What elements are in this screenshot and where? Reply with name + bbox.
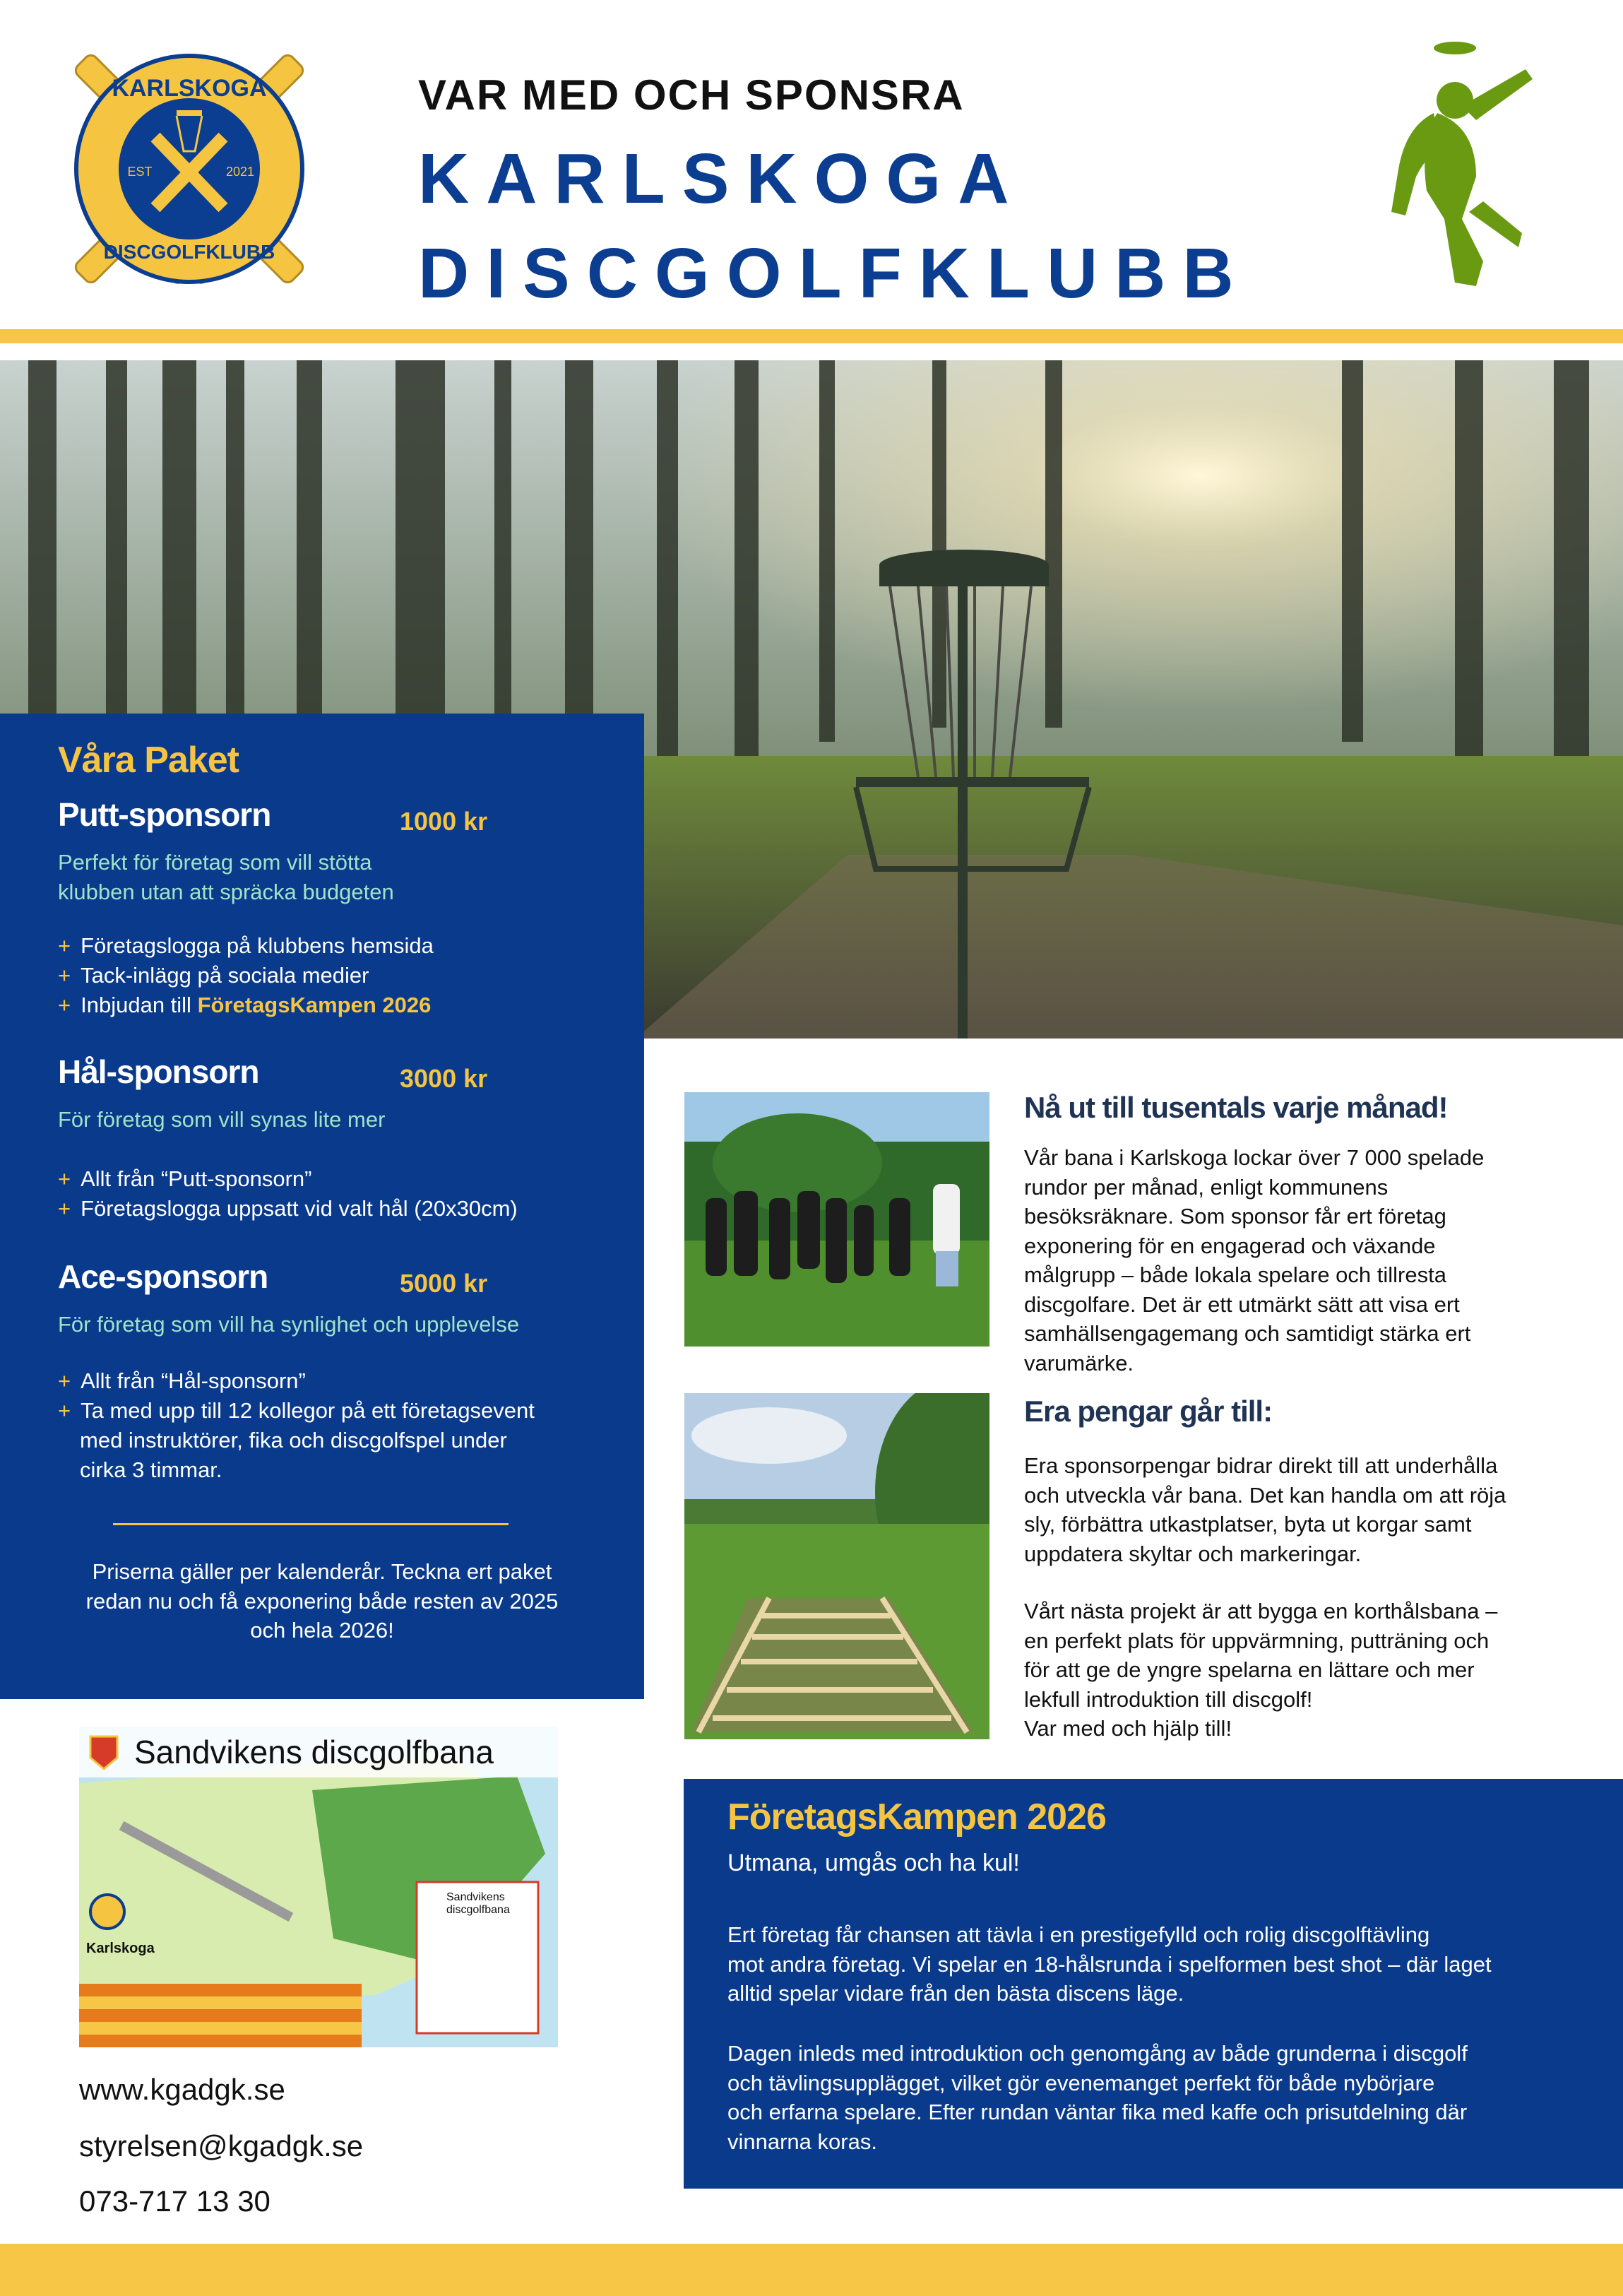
package-putt-bullets — [58, 931, 434, 1020]
text-line: Vår bana i Karlskoga lockar över 7 000 spelade — [1024, 1145, 1485, 1170]
text-line: alltid spelar vidare från den bästa discens läge. — [727, 1981, 1184, 2006]
text-line: och erfarna spelare. Efter rundan väntar fika med kaffe och prisutdelning där — [727, 2100, 1468, 2124]
fk-text-1 — [727, 1920, 1492, 2008]
bullet-item: + Tack-inlägg på sociala medier — [58, 963, 369, 988]
reach-text — [1024, 1143, 1484, 1378]
text-line: vinnarna koras. — [727, 2129, 877, 2154]
reach-heading: Nå ut till tusentals varje månad! — [1024, 1091, 1448, 1124]
text-line: lekfull introduktion till discgolf! — [1024, 1686, 1313, 1712]
package-putt-name: Putt-sponsorn — [58, 796, 271, 833]
title-line-2: DISCGOLFKLUBB — [418, 234, 1251, 313]
eyebrow: VAR MED OCH SPONSRA — [418, 71, 965, 119]
panel-divider — [113, 1523, 509, 1525]
map-town: Karlskoga — [86, 1941, 155, 1956]
fk-heading: FöretagsKampen 2026 — [727, 1797, 1106, 1838]
package-hal-desc: För företag som vill synas lite mer — [58, 1107, 386, 1132]
package-hal-price: 3000 kr — [400, 1064, 488, 1093]
package-putt-desc — [58, 848, 394, 907]
website-link[interactable]: www.kgadgk.se — [79, 2073, 285, 2106]
package-ace-bullets — [58, 1366, 535, 1485]
bullet-item: + Företagslogga uppsatt vid valt hål (20x30cm) — [58, 1196, 518, 1221]
packages-panel — [0, 714, 644, 1699]
fk-text-2 — [727, 2039, 1468, 2156]
bullet-item: med instruktörer, fika och discgolfspel under — [80, 1428, 507, 1452]
logo-est: EST — [127, 165, 153, 179]
text-line: uppdatera skyltar och markeringar. — [1024, 1541, 1362, 1566]
note-line: och hela 2026! — [250, 1618, 394, 1643]
email-link[interactable]: styrelsen@kgadgk.se — [79, 2129, 364, 2162]
phone-number[interactable]: 073-717 13 30 — [79, 2184, 270, 2218]
money-heading: Era pengar går till: — [1024, 1395, 1273, 1428]
text-line: Var med och hjälp till! — [1024, 1716, 1232, 1741]
text-line: Era sponsorpengar bidrar direkt till att underhålla — [1024, 1453, 1498, 1478]
bullet-item: + Allt från “Hål-sponsorn” — [58, 1368, 306, 1393]
text-line: exponering för en engagerad och växande — [1024, 1233, 1436, 1258]
packages-heading: Våra Paket — [58, 740, 239, 781]
disc-golf-thrower-icon — [1377, 35, 1540, 290]
construction-photo — [684, 1393, 989, 1739]
package-ace-desc: För företag som vill ha synlighet och upplevelse — [58, 1312, 520, 1337]
text-line: och tävlingsupplägget, vilket gör evenemanget perfekt för både nybörjare — [727, 2070, 1435, 2095]
text-line: discgolfare. Det är ett utmärkt sätt att visa ert — [1024, 1291, 1460, 1317]
text-line: sly, förbättra utkastplatser, byta ut korgar samt — [1024, 1512, 1472, 1537]
text-line: rundor per månad, enligt kommunens — [1024, 1174, 1389, 1200]
note-line: Priserna gäller per kalenderår. Teckna ert paket — [92, 1559, 552, 1584]
desc-line: Perfekt för företag som vill stötta — [58, 850, 372, 875]
course-map — [79, 1727, 558, 2047]
note-line: redan nu och få exponering både resten av 2025 — [85, 1588, 559, 1614]
logo-top-text: KARLSKOGA — [112, 75, 267, 102]
foretagskampen-box — [684, 1779, 1623, 2189]
logo-bottom-text: DISCGOLFKLUBB — [103, 241, 275, 263]
packages-note — [0, 1557, 644, 1645]
text-line: Ert företag får chansen att tävla i en prestigefylld och rolig discgolftävling — [727, 1922, 1430, 1947]
text-line: varumärke. — [1024, 1350, 1134, 1375]
package-hal-name: Hål-sponsorn — [58, 1053, 259, 1090]
desc-line: klubben utan att spräcka budgeten — [58, 880, 394, 904]
bullet-item: + Inbjudan till FöretagsKampen 2026 — [58, 993, 432, 1017]
logo-year: 2021 — [225, 165, 255, 179]
title-line-1: KARLSKOGA — [418, 139, 1026, 218]
money-text-2 — [1024, 1597, 1497, 1744]
text-line: samhällsengagemang och samtidigt stärka ert — [1024, 1321, 1471, 1346]
map-title: Sandvikens discgolfbana — [134, 1734, 494, 1770]
text-line: målgrupp – både lokala spelare och tillresta — [1024, 1262, 1446, 1287]
text-line: och utveckla vår bana. Det kan handla om att röja — [1024, 1482, 1506, 1508]
text-line: mot andra företag. Vi spelar en 18-hålsrunda i spelformen best shot – där laget — [727, 1951, 1492, 1977]
package-ace-name: Ace-sponsorn — [58, 1258, 268, 1295]
money-text-1 — [1024, 1451, 1506, 1568]
text-line: Vårt nästa projekt är att bygga en korthålsbana – — [1024, 1599, 1498, 1623]
text-line: besöksräknare. Som sponsor får ert företag — [1024, 1204, 1446, 1229]
scorecard-table — [79, 1984, 362, 2047]
package-ace-price: 5000 kr — [400, 1269, 488, 1298]
bullet-item: cirka 3 timmar. — [80, 1457, 222, 1482]
club-logo — [90, 1895, 124, 1929]
group-photo — [684, 1092, 989, 1347]
bullet-item: + Allt från “Putt-sponsorn” — [58, 1166, 312, 1191]
header-divider — [0, 329, 1623, 343]
club-logo — [71, 31, 308, 307]
map-inset-title-2: discgolfbana — [446, 1904, 510, 1916]
fk-subheading: Utmana, umgås och ha kul! — [727, 1850, 1020, 1876]
text-line: för att ge de yngre spelarna en lättare och mer — [1024, 1657, 1475, 1682]
bullet-item: + Företagslogga på klubbens hemsida — [58, 933, 434, 958]
map-inset-title-1: Sandvikens — [446, 1891, 505, 1903]
bullet-item: + Ta med upp till 12 kollegor på ett företagsevent — [58, 1398, 535, 1423]
package-hal-bullets — [58, 1164, 518, 1224]
footer-bar — [0, 2244, 1623, 2296]
text-line: en perfekt plats för uppvärmning, putträning och — [1024, 1628, 1490, 1653]
text-line: Dagen inleds med introduktion och genomgång av både grunderna i discgolf — [727, 2041, 1468, 2066]
package-putt-price: 1000 kr — [400, 807, 488, 836]
